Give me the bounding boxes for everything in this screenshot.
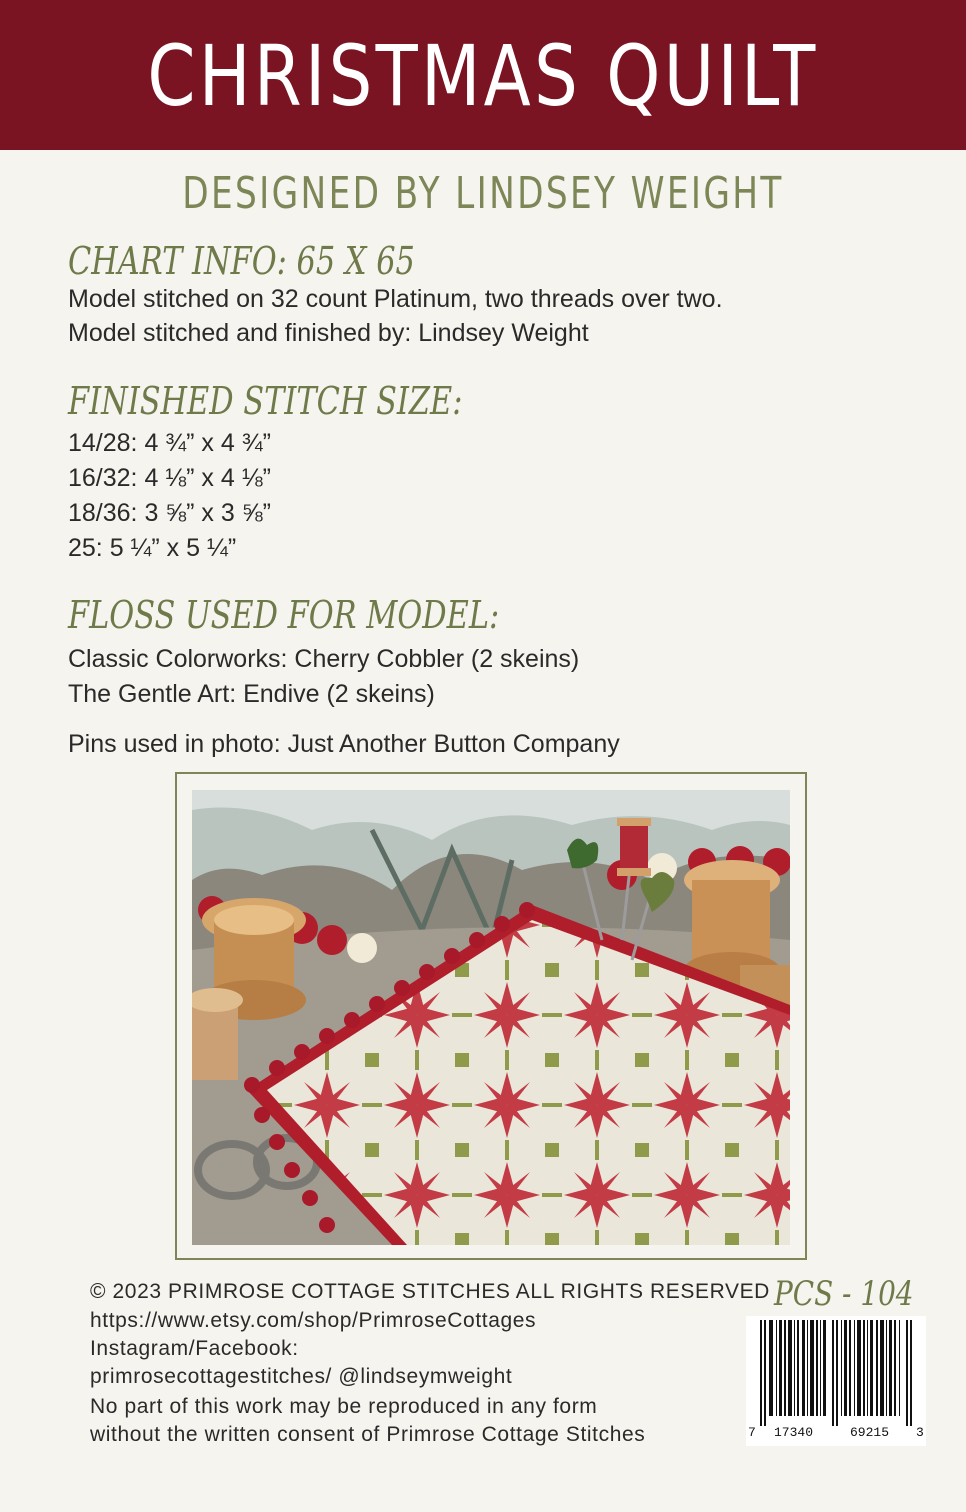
barcode-bars <box>746 1316 926 1428</box>
barcode-digits-left: 17340 <box>774 1425 814 1440</box>
barcode-digits-right: 69215 <box>850 1425 890 1440</box>
chart-info-heading: CHART INFO: 65 X 65 <box>68 239 415 283</box>
barcode-digits <box>746 1425 926 1443</box>
copyright-notice: © 2023 PRIMROSE COTTAGE STITCHES ALL RIGHTS RESERVED <box>90 1280 770 1303</box>
social-handles: primrosecottagestitches/ @lindseymweight <box>90 1365 513 1388</box>
social-label: Instagram/Facebook: <box>90 1337 299 1360</box>
thread-spool-small <box>192 988 243 1080</box>
pattern-title: CHRISTMAS QUILT <box>147 27 819 125</box>
title-banner <box>0 0 966 150</box>
model-photo <box>192 790 790 1245</box>
legal-notice: without the written consent of Primrose Cottage Stitches <box>90 1423 646 1446</box>
floss-heading: FLOSS USED FOR MODEL: <box>68 593 500 637</box>
stitch-size-line: 25: 5 ¼” x 5 ¼” <box>68 534 237 562</box>
pins-credit: Pins used in photo: Just Another Button Company <box>68 730 620 758</box>
barcode-digit-system: 7 <box>748 1425 756 1440</box>
floss-line: Classic Colorworks: Cherry Cobbler (2 skeins) <box>68 645 580 673</box>
stitch-size-heading: FINISHED STITCH SIZE: <box>68 379 463 423</box>
chart-info-line: Model stitched on 32 count Platinum, two threads over two. <box>68 285 723 313</box>
floss-line: The Gentle Art: Endive (2 skeins) <box>68 680 435 708</box>
designer-credit: DESIGNED BY LINDSEY WEIGHT <box>182 168 784 219</box>
barcode-digit-check: 3 <box>916 1425 924 1440</box>
stitch-size-line: 14/28: 4 ¾” x 4 ¾” <box>68 429 271 457</box>
legal-notice: No part of this work may be reproduced in any form <box>90 1395 598 1418</box>
stitch-size-line: 16/32: 4 ⅛” x 4 ⅛” <box>68 464 271 492</box>
etsy-shop-link[interactable]: https://www.etsy.com/shop/PrimroseCottages <box>90 1309 537 1332</box>
stitch-size-line: 18/36: 3 ⅝” x 3 ⅝” <box>68 499 271 527</box>
product-code: PCS - 104 <box>774 1274 914 1314</box>
pincushion-illustration <box>192 790 790 1245</box>
chart-info-line: Model stitched and finished by: Lindsey Weight <box>68 319 589 347</box>
